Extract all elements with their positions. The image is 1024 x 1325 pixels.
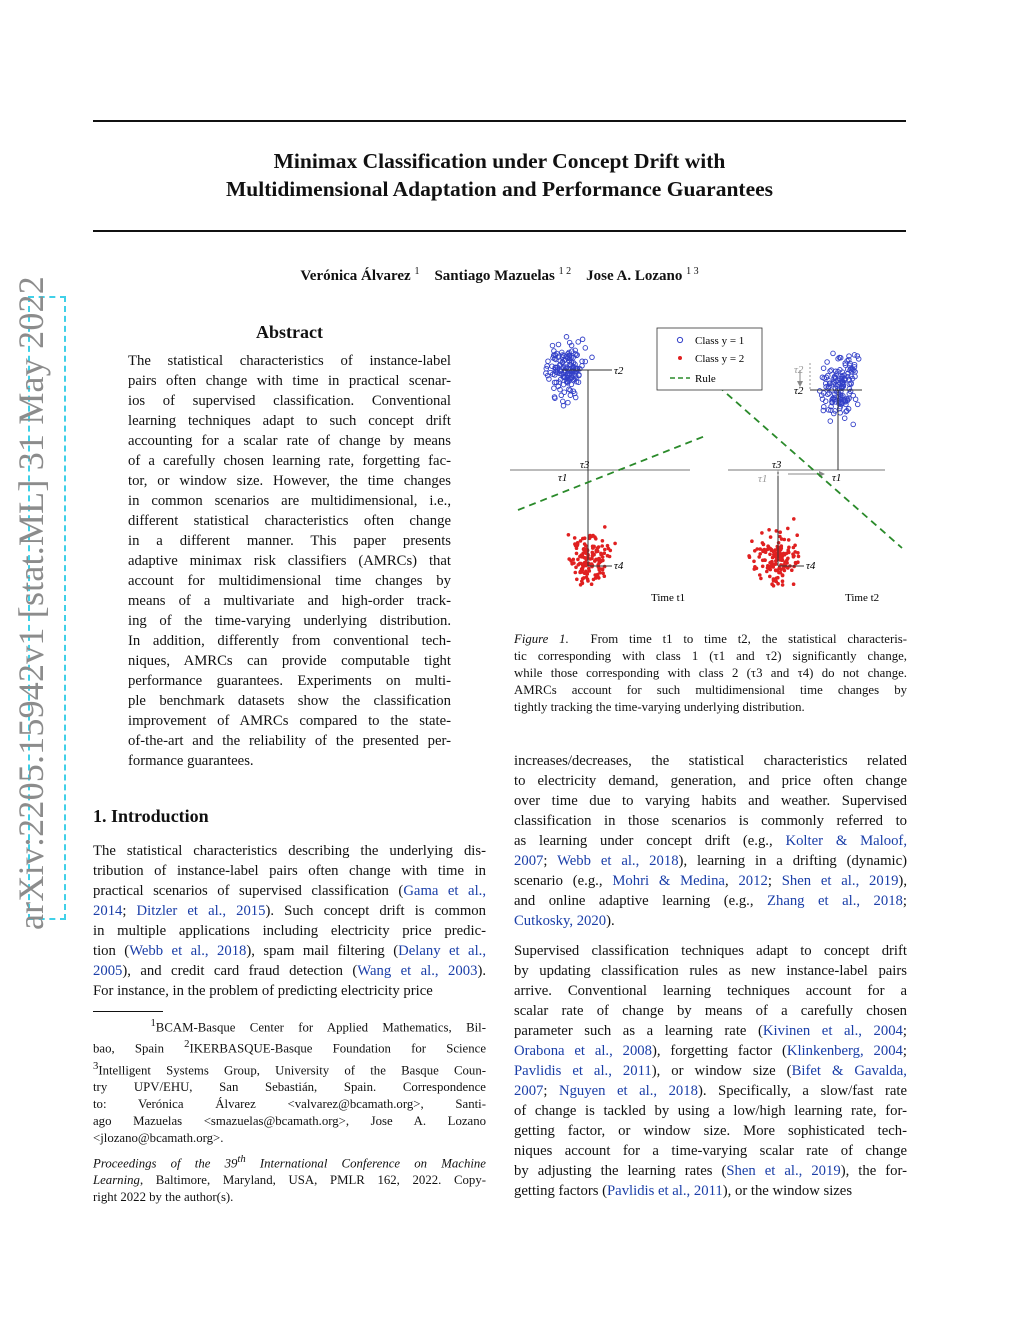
text-run: scenario (e.g., <box>514 873 613 889</box>
class2-point <box>790 568 794 572</box>
footnote-rule <box>93 1011 163 1012</box>
class2-point <box>590 582 594 586</box>
class2-point <box>780 537 784 541</box>
class2-point <box>574 566 578 570</box>
text-run: ). Specifically, a slow/fast rate <box>697 1083 907 1099</box>
text-line: by updating classification rules as new instance-label pairs <box>514 963 907 979</box>
class2-point <box>588 569 592 573</box>
class2-point <box>598 559 602 563</box>
class2-point <box>608 555 612 559</box>
class2-point <box>594 558 598 562</box>
class2-point <box>786 548 790 552</box>
text-line: niques account for a time-varying scalar rate of change <box>514 1143 907 1159</box>
abstract-line: niques, AMRCs can provide computable tight <box>128 653 451 669</box>
affiliation-footnote <box>93 1015 486 1147</box>
text-line: scenario (e.g., Mohri & Medina, 2012; Shen et al., 2019), <box>514 873 907 889</box>
class2-point <box>767 528 771 532</box>
tau-label: τ3 <box>772 459 782 471</box>
intro-right-paragraph-2 <box>514 941 907 1201</box>
text-run: From time t1 to time t2, the statistical characteris- <box>590 632 908 646</box>
title-bottom-rule <box>93 230 906 232</box>
citation-link[interactable]: Cutkosky, 2020 <box>514 913 607 929</box>
text-line <box>514 911 907 931</box>
text-line: of change is tackled by using a low/high learning rate, for- <box>514 1103 907 1119</box>
class1-point <box>561 382 566 387</box>
class1-point <box>566 400 571 405</box>
class2-point <box>776 576 780 580</box>
text-line: For instance, in the problem of predicting electricity price <box>93 983 433 999</box>
abstract-line: of a carefully chosen learning rate, forgetting fac- <box>128 453 451 469</box>
class2-point <box>594 537 598 541</box>
text-run: ), the for- <box>840 1163 907 1179</box>
text-run: as learning under concept drift (e.g., <box>514 833 786 849</box>
text-line: arrive. Conventional learning techniques account for a <box>514 983 907 999</box>
class2-point <box>581 581 585 585</box>
class2-point <box>796 560 800 564</box>
text-line <box>514 1181 907 1201</box>
citation-link[interactable]: Kivinen et al., 2004 <box>762 1023 903 1039</box>
citation-link[interactable]: Gama et al., <box>403 883 486 899</box>
class2-point <box>781 583 785 587</box>
class1-point <box>855 402 860 407</box>
class2-point <box>777 571 781 575</box>
class2-point <box>572 561 576 565</box>
decision-rule-line <box>518 436 705 510</box>
text-line: The statistical characteristics describing the underlying dis- <box>93 843 486 859</box>
class2-point <box>780 546 784 550</box>
class1-point <box>590 355 595 360</box>
citation-link[interactable]: Nguyen et al., 2018 <box>558 1083 698 1099</box>
class1-point <box>583 359 588 364</box>
class2-point <box>598 567 602 571</box>
text-run: ), <box>898 873 907 889</box>
author-affiliation: 1 3 <box>686 266 699 277</box>
class1-point <box>568 393 573 398</box>
class2-point <box>763 558 767 562</box>
text-run: th <box>237 1154 246 1165</box>
class2-point <box>797 555 801 559</box>
class1-point <box>825 360 830 365</box>
class1-point <box>851 422 856 427</box>
class1-point <box>576 340 581 345</box>
class2-point <box>592 578 596 582</box>
author-list <box>93 266 906 285</box>
class1-point <box>842 416 847 421</box>
class2-point <box>757 555 761 559</box>
class1-point <box>821 366 826 371</box>
class2-point <box>575 552 579 556</box>
class2-point <box>766 548 770 552</box>
class2-point <box>596 549 600 553</box>
text-run: practical scenarios of supervised classification ( <box>93 883 404 899</box>
text-run: and online adaptive learning (e.g., <box>514 893 767 909</box>
class2-point <box>569 559 573 563</box>
class2-point <box>792 554 796 558</box>
abstract-line: ing of the time-varying underlying distribution. <box>128 613 451 629</box>
class2-point <box>760 531 764 535</box>
citation-link[interactable]: Klinkenberg, 2004 <box>786 1043 903 1059</box>
text-run: ; <box>122 903 137 919</box>
class2-point <box>758 573 762 577</box>
author-affiliation: 1 2 <box>558 266 572 277</box>
text-line: to electricity demand, generation, and price often change <box>514 773 907 789</box>
class1-point <box>564 335 569 340</box>
class2-point <box>593 573 597 577</box>
class2-point <box>601 555 605 559</box>
text-run: ). <box>477 963 487 979</box>
class2-point <box>781 579 785 583</box>
footnote-line <box>93 1172 486 1189</box>
text-run: ). Such concept drift is common <box>265 903 486 919</box>
text-line: getting factor, or window size. More sophisticated tech- <box>514 1123 907 1139</box>
class1-point <box>852 353 857 358</box>
text-line <box>93 881 486 901</box>
intro-right-paragraph-1 <box>514 751 907 931</box>
text-line: and online adaptive learning (e.g., Zhang et al., 2018; <box>514 893 907 909</box>
class2-point <box>761 565 765 569</box>
footnote-marker: 3 <box>93 1060 99 1072</box>
class2-point <box>598 571 602 575</box>
class2-point <box>591 554 595 558</box>
abstract-line: tor, or window size. However, the time changes <box>128 473 451 489</box>
abstract-line: formance guarantees. <box>128 753 254 769</box>
text-run: Intelligent Systems Group, University of the Basque Coun- <box>98 1062 486 1077</box>
text-run: IKERBASQUE-Basque Foundation for Science <box>189 1041 486 1056</box>
footnote-marker: 1 <box>150 1018 156 1029</box>
proceedings-note <box>93 1151 486 1206</box>
class2-point <box>774 580 778 584</box>
legend-label-class1: Class y = 1 <box>695 335 745 347</box>
text-line: in multiple applications including electricity price predic- <box>93 923 486 939</box>
class2-point <box>796 551 800 555</box>
class2-point <box>584 563 588 567</box>
citation-link[interactable]: Wang et al., 2003 <box>357 963 478 979</box>
legend-label-class2: Class y = 2 <box>695 353 745 365</box>
class2-point <box>766 544 770 548</box>
class2-point <box>768 575 772 579</box>
text-run: Proceedings of the <box>93 1156 225 1171</box>
legend-marker-class2 <box>678 356 682 360</box>
title-line-1: Minimax Classification under Concept Drift with <box>273 149 726 173</box>
tau-label: τ1 <box>832 472 842 484</box>
text-line: over time due to varying habits and weather. Supervised <box>514 793 907 809</box>
citation-link[interactable]: Bifet & Gavalda, <box>791 1063 907 1079</box>
class2-point <box>793 544 797 548</box>
tau-label: τ2 <box>614 365 624 377</box>
abstract-heading: Abstract <box>256 322 323 342</box>
text-line: Supervised classification techniques adapt to concept drift <box>514 943 907 959</box>
footnote-marker: 2 <box>184 1039 190 1051</box>
title-line-2: Multidimensional Adaptation and Performance Guarantees <box>225 177 774 201</box>
text-run: ), or the window sizes <box>722 1183 853 1199</box>
text-run: BCAM-Basque Center for Applied Mathematics, Bil- <box>155 1020 486 1035</box>
author-affiliation: 1 <box>414 266 420 277</box>
class1-point <box>546 359 551 364</box>
class1-point <box>552 386 557 391</box>
text-run: International Conference on Machine <box>245 1156 486 1171</box>
class2-point <box>762 543 766 547</box>
class2-point <box>752 560 756 564</box>
class2-point <box>603 525 607 529</box>
tau-label: τ1 <box>758 473 768 485</box>
citation-link[interactable]: Kolter & Maloof, <box>785 833 907 849</box>
author-name: Jose A. Lozano <box>586 268 683 284</box>
panel-label-time-t1: Time t1 <box>651 592 686 604</box>
footnote-line <box>93 1015 486 1036</box>
text-line: parameter such as a learning rate (Kivinen et al., 2004; <box>514 1023 907 1039</box>
citation-link[interactable]: Pavlidis et al., 2011 <box>607 1183 723 1199</box>
arxiv-stamp: arXiv:2205.15942v1 [stat.ML] 31 May 2022 <box>11 276 51 930</box>
paper-title <box>93 147 906 203</box>
author-name: Santiago Mazuelas <box>434 268 555 284</box>
footnote-line <box>93 1058 486 1079</box>
class2-point <box>795 533 799 537</box>
abstract-line: ios of supervised classification. Conventional <box>128 393 451 409</box>
text-line: tribution of instance-label pairs often change with time in <box>93 863 486 879</box>
class2-point <box>772 577 776 581</box>
class2-point <box>772 584 776 588</box>
text-run: ), spam mail filtering ( <box>246 943 399 959</box>
class2-point <box>573 536 577 540</box>
class1-point <box>583 346 588 351</box>
class2-point <box>781 573 785 577</box>
class1-point <box>853 397 858 402</box>
footnote-line: try UPV/EHU, San Sebastián, Spain. Correspondence <box>93 1079 486 1094</box>
class2-point <box>778 566 782 570</box>
class2-point <box>792 517 796 521</box>
text-run: getting factors ( <box>514 1183 607 1199</box>
abstract-line: adaptive minimax risk classifiers (AMRCs) that <box>128 553 451 569</box>
text-line: 2007; Nguyen et al., 2018). Specifically, a slow/fast rate <box>514 1083 907 1099</box>
class2-point <box>576 544 580 548</box>
class2-point <box>601 571 605 575</box>
class1-point <box>580 337 585 342</box>
class2-point <box>607 547 611 551</box>
text-line <box>514 831 907 851</box>
class1-point <box>550 343 555 348</box>
class2-point <box>603 551 607 555</box>
footnote-line: to: Verónica Álvarez <valvarez@bcamath.org>, Santi- <box>93 1096 486 1111</box>
class2-point <box>580 569 584 573</box>
class2-point <box>755 547 759 551</box>
class1-point <box>831 351 836 356</box>
class2-point <box>581 554 585 558</box>
class2-point <box>600 544 604 548</box>
citation-link[interactable]: Delany et al., <box>398 943 486 959</box>
citation-link[interactable]: 2014 <box>93 903 123 919</box>
figure-label: Figure 1. <box>514 632 569 646</box>
text-line <box>514 851 907 871</box>
abstract-line: in a different manner. This paper presents <box>128 533 451 549</box>
class2-point <box>583 536 587 540</box>
class2-point <box>792 582 796 586</box>
citation-link[interactable]: Webb et al., 2018 <box>557 853 679 869</box>
abstract-line: account for multidimensional time changes by <box>128 573 451 589</box>
class2-point <box>783 553 787 557</box>
abstract-line: In addition, differently from conventional tech- <box>128 633 451 649</box>
class1-point <box>828 419 833 424</box>
class1-point <box>556 342 561 347</box>
class2-point <box>591 551 595 555</box>
class2-point <box>778 530 782 534</box>
citation-link[interactable]: Pavlidis et al., 2011 <box>514 1063 652 1079</box>
abstract-line: means of a multivariate and high-order track- <box>128 593 451 609</box>
abstract-line: different statistical characteristics often change <box>128 513 451 529</box>
text-run: , Baltimore, Maryland, USA, PMLR 162, 2022. Copy- <box>139 1173 486 1188</box>
class2-point <box>589 557 593 561</box>
citation-link[interactable]: 2005 <box>93 963 123 979</box>
class2-point <box>772 550 776 554</box>
title-top-rule <box>93 120 906 122</box>
citation-link[interactable]: Ditzler et al., 2015 <box>136 903 266 919</box>
text-line <box>93 941 486 961</box>
class2-point <box>786 557 790 561</box>
text-line: scalar rate of change by means of a carefully chosen <box>514 1003 907 1019</box>
citation-link[interactable]: Webb et al., 2018 <box>129 943 247 959</box>
text-run: 39 <box>224 1156 238 1171</box>
class2-point <box>601 539 605 543</box>
class2-point <box>567 533 571 537</box>
text-line <box>93 901 486 921</box>
abstract-line: ple benchmark datasets show the classification <box>128 693 451 709</box>
text-run: ), forgetting factor ( <box>652 1043 787 1059</box>
footnote-line: right 2022 by the author(s). <box>93 1190 234 1205</box>
decision-rule-line <box>718 386 902 548</box>
abstract-line: accounting for a scalar rate of change by means <box>128 433 451 449</box>
class1-point <box>561 399 566 404</box>
class2-point <box>774 568 778 572</box>
legend-label-rule: Rule <box>695 373 716 385</box>
class2-point <box>766 564 770 568</box>
class1-point <box>559 393 564 398</box>
class1-point <box>561 403 566 408</box>
class2-point <box>780 558 784 562</box>
panel-label-time-t2: Time t2 <box>845 592 880 604</box>
class1-point <box>828 369 833 374</box>
text-line: classification in those scenarios is commonly referred to <box>514 813 907 829</box>
class2-point <box>582 576 586 580</box>
class2-point <box>783 560 787 564</box>
tau-label: τ1 <box>558 472 568 484</box>
text-run: bao, Spain <box>93 1041 185 1056</box>
text-line <box>514 1161 907 1181</box>
text-line <box>93 961 486 981</box>
citation-link[interactable]: Shen et al., 2019 <box>726 1163 841 1179</box>
text-line <box>514 1061 907 1081</box>
caption-line: tightly tracking the time-varying underlying distribution. <box>514 700 805 714</box>
class2-point <box>787 538 791 542</box>
class2-point <box>765 570 769 574</box>
class2-point <box>777 541 781 545</box>
figure-1-caption <box>514 631 907 716</box>
class2-point <box>759 577 763 581</box>
caption-line: tic corresponding with class 1 (τ1 and τ2) significantly change, <box>514 649 907 663</box>
caption-line <box>514 631 907 648</box>
abstract-line: learning techniques adapt to such concept drift <box>128 413 451 429</box>
citation-link[interactable]: Mohri & Medina <box>612 873 725 889</box>
text-run: tion ( <box>93 943 130 959</box>
footnote-line: <jlozano@bcamath.org>. <box>93 1130 224 1145</box>
abstract-line: performance guarantees. Experiments on multi- <box>128 673 451 689</box>
class2-point <box>613 542 617 546</box>
class2-point <box>755 567 759 571</box>
class2-point <box>786 527 790 531</box>
tau-label: τ2 <box>794 364 804 376</box>
text-run: ), and credit card fraud detection ( <box>122 963 358 979</box>
caption-line: while those corresponding with class 2 (τ3 and τ4) do not change. <box>514 666 907 680</box>
tau-label: τ2 <box>794 385 804 397</box>
citation-link[interactable]: Shen et al., 2019 <box>781 873 899 889</box>
abstract-body <box>128 351 451 771</box>
tau-label: τ3 <box>580 459 590 471</box>
class2-point <box>768 553 772 557</box>
text-run: parameter such as a learning rate ( <box>514 1023 763 1039</box>
class2-point <box>586 578 590 582</box>
text-run: ), learning in a drifting (dynamic) <box>678 853 907 869</box>
tau-label: τ4 <box>806 560 816 572</box>
class2-point <box>770 564 774 568</box>
text-run: by adjusting the learning rates ( <box>514 1163 727 1179</box>
citation-link[interactable]: 2007 <box>514 853 544 869</box>
abstract-line: in common scenarios are multidimensional, i.e., <box>128 493 451 509</box>
text-line: increases/decreases, the statistical characteristics related <box>514 753 907 769</box>
class2-point <box>750 539 754 543</box>
class2-point <box>575 578 579 582</box>
class2-point <box>574 571 578 575</box>
footnote-line <box>93 1036 486 1057</box>
abstract-line: The statistical characteristics of instance-label <box>128 353 451 369</box>
citation-link[interactable]: 2012 <box>738 873 768 889</box>
citation-link[interactable]: Orabona et al., 2008 <box>514 1043 652 1059</box>
class2-point <box>782 566 786 570</box>
citation-link[interactable]: 2007 <box>514 1083 544 1099</box>
intro-paragraph-1 <box>93 841 486 1001</box>
section-heading-introduction: 1. Introduction <box>93 806 209 826</box>
footnote-line <box>93 1151 486 1172</box>
footnote-line: ago Mazuelas <smazuelas@bcamath.org>, Jose A. Lozano <box>93 1113 486 1128</box>
class2-point <box>603 548 607 552</box>
caption-line: AMRCs account for such multidimensional time changes by <box>514 683 907 697</box>
abstract-line: pairs often change with time in practical scenar- <box>128 373 451 389</box>
text-line: Orabona et al., 2008), forgetting factor (Klinkenberg, 2004; <box>514 1043 907 1059</box>
citation-link[interactable]: Zhang et al., 2018 <box>767 893 903 909</box>
text-run: ). <box>606 913 615 929</box>
class2-point <box>583 542 587 546</box>
author-name: Verónica Álvarez <box>300 268 411 284</box>
class2-point <box>748 555 752 559</box>
class2-point <box>769 535 773 539</box>
abstract-line: of-the-art and the reliability of the presented per- <box>128 733 451 749</box>
figure-1 <box>510 318 905 618</box>
tau-label: τ4 <box>614 560 624 572</box>
text-run: Learning <box>93 1173 140 1188</box>
class2-point <box>591 546 595 550</box>
text-run: ; <box>543 853 558 869</box>
abstract-line: improvement of AMRCs compared to the state- <box>128 713 451 729</box>
class2-point <box>579 562 583 566</box>
text-run: ), or window size ( <box>651 1063 792 1079</box>
